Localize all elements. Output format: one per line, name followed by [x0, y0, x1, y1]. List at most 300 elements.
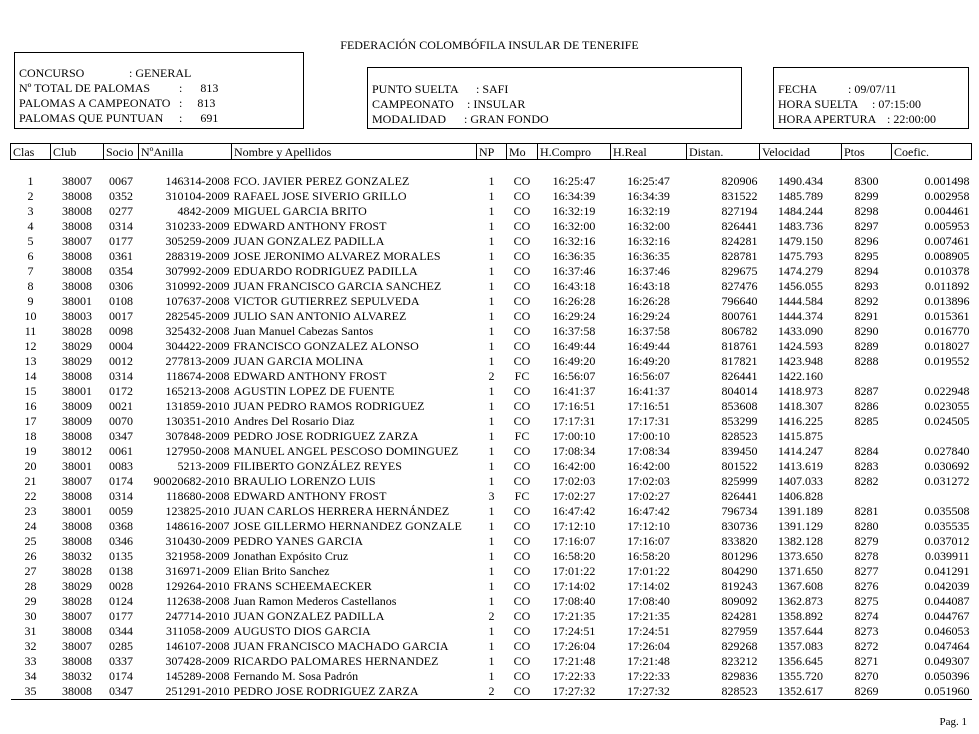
- cell-socio: 0061: [109, 444, 133, 458]
- cell-np: 3: [488, 489, 495, 503]
- cell-clas: 1: [27, 174, 34, 188]
- cell-ptos: 8295: [854, 249, 879, 263]
- cell-np: 2: [488, 609, 495, 623]
- cell-h-real: 16:41:37: [627, 384, 670, 398]
- cell-ptos: [842, 489, 892, 504]
- cell-mo: CO: [513, 459, 531, 473]
- box2-value: : GRAN FONDO: [464, 112, 549, 126]
- cell-ptos: 8297: [854, 219, 879, 233]
- cell-mo: CO: [513, 189, 531, 203]
- cell-anilla: 118680-2008: [165, 489, 230, 503]
- cell-clas: 5: [27, 234, 34, 248]
- cell-h-real: 17:22:33: [627, 669, 670, 683]
- cell-mo: CO: [513, 399, 531, 413]
- cell-socio: 0306: [109, 279, 133, 293]
- cell-h-compro: 16:29:24: [552, 309, 596, 323]
- cell-np: 1: [488, 474, 495, 488]
- cell-club: 38003: [62, 309, 92, 323]
- table-row: [11, 534, 972, 549]
- cell-velocidad: 1490.434: [778, 174, 823, 188]
- cell-h-real: 16:32:19: [627, 204, 670, 218]
- table-row: [11, 579, 972, 594]
- cell-ptos: [842, 369, 892, 384]
- cell-np: 1: [488, 354, 495, 368]
- cell-nombre: AUGUSTO DIOS GARCIA: [233, 624, 371, 638]
- cell-velocidad: 1416.225: [778, 414, 823, 428]
- cell-coefic: 0.050396: [924, 669, 970, 683]
- cell-nombre: FCO. JAVIER PEREZ GONZALEZ: [233, 174, 410, 188]
- table-row: [11, 519, 972, 534]
- cell-np: 1: [488, 504, 495, 518]
- cell-mo: CO: [513, 204, 531, 218]
- cell-ptos: 8271: [854, 654, 879, 668]
- cell-anilla: 129264-2010: [165, 579, 230, 593]
- header-coefic: Coefic.: [892, 144, 972, 160]
- box1-line: [19, 96, 303, 111]
- cell-ptos: 8294: [854, 264, 879, 278]
- cell-anilla: 316971-2009: [165, 564, 230, 578]
- cell-np: 1: [488, 309, 495, 323]
- header-h-compro: H.Compro: [538, 144, 611, 160]
- cell-ptos: 8282: [854, 474, 879, 488]
- cell-club: 38008: [62, 534, 92, 548]
- table-row: [11, 489, 972, 504]
- cell-ptos: 8290: [854, 324, 879, 338]
- cell-velocidad: 1433.090: [778, 324, 823, 338]
- cell-velocidad: 1413.619: [778, 459, 823, 473]
- cell-anilla: 146107-2008: [165, 639, 230, 653]
- cell-mo: CO: [513, 279, 531, 293]
- cell-coefic: 0.046053: [924, 624, 970, 638]
- cell-nombre: JUAN GARCIA MOLINA: [233, 354, 364, 368]
- cell-coefic: 0.041291: [924, 564, 970, 578]
- cell-mo: CO: [513, 444, 531, 458]
- cell-ptos: [842, 429, 892, 444]
- cell-velocidad: 1357.083: [778, 639, 823, 653]
- cell-clas: 10: [24, 309, 37, 323]
- cell-h-compro: 16:25:47: [552, 174, 596, 188]
- cell-clas: 21: [24, 474, 37, 488]
- cell-h-compro: 16:37:58: [552, 324, 596, 338]
- cell-coefic: 0.044767: [924, 609, 970, 623]
- cell-ptos: 8284: [854, 444, 879, 458]
- cell-nombre: Jonathan Expósito Cruz: [233, 549, 349, 563]
- cell-clas: 19: [24, 444, 37, 458]
- cell-coefic: 0.007461: [924, 234, 970, 248]
- cell-distan: 853299: [721, 414, 758, 428]
- cell-h-compro: 16:49:44: [552, 339, 596, 353]
- cell-distan: 828781: [721, 249, 758, 263]
- cell-club: 38001: [62, 459, 92, 473]
- cell-socio: 0347: [104, 684, 139, 700]
- box2-line: [372, 82, 741, 97]
- cell-coefic: 0.011892: [924, 279, 970, 293]
- cell-socio: 0174: [109, 669, 133, 683]
- cell-club: 38008: [62, 429, 92, 443]
- cell-h-real: 16:37:58: [627, 324, 670, 338]
- cell-clas: 33: [24, 654, 37, 668]
- cell-socio: 0028: [109, 579, 133, 593]
- cell-distan: 823212: [721, 654, 758, 668]
- cell-ptos: 8278: [854, 549, 879, 563]
- header-distan: Distan.: [687, 144, 760, 160]
- cell-socio: 0277: [109, 204, 133, 218]
- cell-velocidad: 1484.244: [778, 204, 823, 218]
- cell-h-real: 17:14:02: [627, 579, 670, 593]
- cell-socio: 0017: [109, 309, 133, 323]
- cell-mo: CO: [513, 414, 531, 428]
- cell-nombre: RICARDO PALOMARES HERNANDEZ: [233, 654, 439, 668]
- cell-np: 1: [488, 594, 495, 608]
- cell-velocidad: 1391.129: [778, 519, 823, 533]
- cell-h-compro: 17:26:04: [552, 639, 596, 653]
- cell-distan: 829268: [721, 639, 758, 653]
- cell-coefic: 0.023055: [924, 399, 970, 413]
- cell-np: 1: [488, 279, 495, 293]
- cell-h-compro: 17:01:22: [552, 564, 596, 578]
- box1-value: : 691: [179, 111, 219, 125]
- cell-velocidad: 1444.584: [778, 294, 823, 308]
- cell-h-real: 17:21:35: [627, 609, 670, 623]
- cell-club: 38007: [62, 639, 92, 653]
- cell-club: 38029: [62, 354, 92, 368]
- cell-np: 2: [488, 369, 495, 383]
- box2-line: [372, 112, 741, 127]
- cell-h-real: 16:58:20: [627, 549, 670, 563]
- cell-coefic: 0.015361: [924, 309, 970, 323]
- cell-h-compro: 17:12:10: [552, 519, 596, 533]
- cell-coefic: 0.037012: [924, 534, 970, 548]
- cell-clas: 12: [24, 339, 37, 353]
- cell-clas: 35: [11, 684, 51, 700]
- cell-club: 38008: [51, 684, 104, 700]
- cell-club: 38009: [62, 399, 92, 413]
- document-title: FEDERACIÓN COLOMBÓFILA INSULAR DE TENERIFE: [340, 38, 639, 52]
- cell-club: 38008: [62, 624, 92, 638]
- table-row: [11, 279, 972, 294]
- cell-clas: 28: [24, 579, 37, 593]
- cell-h-compro: 17:14:02: [552, 579, 596, 593]
- cell-velocidad: 1373.650: [778, 549, 823, 563]
- cell-socio: 0314: [109, 219, 133, 233]
- cell-ptos: 8273: [854, 624, 879, 638]
- cell-h-real: 17:24:51: [627, 624, 670, 638]
- cell-mo: CO: [513, 669, 531, 683]
- cell-coefic: 0.027840: [924, 444, 970, 458]
- cell-clas: 4: [27, 219, 34, 233]
- cell-nombre: EDWARD ANTHONY FROST: [233, 489, 387, 503]
- cell-socio: 0070: [109, 414, 133, 428]
- cell-coefic: 0.051960: [892, 684, 972, 700]
- cell-club: 38008: [62, 519, 92, 533]
- cell-club: 38028: [62, 564, 92, 578]
- header-nombre: Nombre y Apellidos: [232, 144, 477, 160]
- cell-velocidad: 1355.720: [778, 669, 823, 683]
- cell-socio: 0059: [109, 504, 133, 518]
- cell-mo: CO: [513, 219, 531, 233]
- cell-mo: FC: [514, 429, 530, 443]
- cell-nombre: EDWARD ANTHONY FROST: [233, 369, 387, 383]
- cell-clas: 23: [24, 504, 37, 518]
- cell-ptos: 8299: [854, 189, 879, 203]
- cell-nombre: Juan Ramon Mederos Castellanos: [233, 594, 397, 608]
- cell-mo: CO: [513, 579, 531, 593]
- cell-velocidad: 1358.892: [778, 609, 823, 623]
- cell-socio: 0067: [109, 174, 133, 188]
- cell-np: 1: [488, 294, 495, 308]
- table-row: [11, 564, 972, 579]
- cell-nombre: JUAN FRANCISCO MACHADO GARCIA: [233, 639, 449, 653]
- cell-h-real: 17:08:40: [627, 594, 670, 608]
- cell-anilla: 145289-2008: [165, 669, 230, 683]
- cell-clas: 29: [24, 594, 37, 608]
- cell-velocidad: 1424.593: [778, 339, 823, 353]
- cell-ptos: 8298: [854, 204, 879, 218]
- cell-coefic: [892, 369, 972, 384]
- header-np: NP: [477, 144, 507, 160]
- box3-line: [778, 97, 968, 112]
- cell-h-real: 16:49:20: [627, 354, 670, 368]
- cell-h-compro: 17:17:31: [552, 414, 596, 428]
- cell-velocidad: 1456.055: [778, 279, 823, 293]
- cell-np: 1: [488, 549, 495, 563]
- cell-np: 1: [488, 639, 495, 653]
- cell-nombre: PEDRO JOSE RODRIGUEZ ZARZA: [232, 684, 477, 700]
- cell-clas: 2: [27, 189, 34, 203]
- cell-np: 1: [488, 399, 495, 413]
- cell-distan: 826441: [721, 369, 758, 383]
- box1-label: CONCURSO: [19, 66, 85, 80]
- cell-clas: 14: [24, 369, 37, 383]
- cell-ptos: 8269: [842, 684, 892, 700]
- cell-h-real: 17:16:07: [627, 534, 670, 548]
- cell-clas: 31: [24, 624, 37, 638]
- header-velocidad: Velocidad: [760, 144, 842, 160]
- cell-h-compro: 17:21:35: [552, 609, 596, 623]
- cell-ptos: 8270: [854, 669, 879, 683]
- cell-anilla: 148616-2007: [165, 519, 230, 533]
- cell-h-compro: 17:00:10: [552, 429, 596, 443]
- cell-np: 1: [488, 669, 495, 683]
- cell-velocidad: 1407.033: [778, 474, 823, 488]
- box1-label: Nº TOTAL DE PALOMAS: [19, 81, 151, 95]
- cell-h-compro: 17:02:27: [552, 489, 596, 503]
- cell-velocidad: 1423.948: [778, 354, 823, 368]
- cell-mo: CO: [513, 174, 531, 188]
- cell-coefic: 0.035535: [924, 519, 970, 533]
- cell-ptos: 8280: [854, 519, 879, 533]
- table-row: [11, 354, 972, 369]
- cell-h-compro: 17:16:51: [552, 399, 596, 413]
- cell-socio: 0138: [109, 564, 133, 578]
- cell-ptos: 8300: [854, 174, 879, 188]
- box3-label: HORA APERTURA: [778, 112, 877, 126]
- cell-distan: 826441: [721, 219, 758, 233]
- cell-coefic: 0.042039: [924, 579, 970, 593]
- cell-np: 1: [488, 249, 495, 263]
- cell-club: 38008: [62, 264, 92, 278]
- cell-coefic: 0.031272: [924, 474, 970, 488]
- table-row: [11, 249, 972, 264]
- table-row: [11, 504, 972, 519]
- cell-distan: 827476: [721, 279, 758, 293]
- cell-coefic: 0.013896: [924, 294, 970, 308]
- cell-h-compro: 17:08:40: [552, 594, 596, 608]
- cell-clas: 34: [24, 669, 37, 683]
- cell-anilla: 146314-2008: [165, 174, 230, 188]
- cell-coefic: 0.039911: [924, 549, 970, 563]
- cell-mo: CO: [513, 294, 531, 308]
- cell-anilla: 247714-2010: [165, 609, 230, 623]
- cell-velocidad: 1485.789: [778, 189, 823, 203]
- box1-value: : 813: [179, 81, 219, 95]
- cell-anilla: 304422-2009: [165, 339, 230, 353]
- cell-socio: 0172: [109, 384, 133, 398]
- cell-mo: CO: [513, 594, 531, 608]
- cell-h-real: 17:16:51: [627, 399, 670, 413]
- cell-nombre: FRANCISCO GONZALEZ ALONSO: [233, 339, 419, 353]
- cell-nombre: RAFAEL JOSE SIVERIO GRILLO: [233, 189, 407, 203]
- cell-club: 38028: [62, 594, 92, 608]
- cell-socio: 0124: [109, 594, 133, 608]
- cell-anilla: 112638-2008: [165, 594, 230, 608]
- cell-ptos: 8279: [854, 534, 879, 548]
- cell-coefic: 0.022948: [924, 384, 970, 398]
- cell-nombre: Andres Del Rosario Diaz: [233, 414, 355, 428]
- cell-anilla: 118674-2008: [165, 369, 230, 383]
- cell-coefic: 0.047464: [924, 639, 970, 653]
- table-row: [11, 204, 972, 219]
- table-row: [11, 174, 972, 189]
- cell-h-compro: 17:08:34: [552, 444, 596, 458]
- cell-coefic: 0.010378: [924, 264, 970, 278]
- cell-clas: 26: [24, 549, 37, 563]
- cell-velocidad: 1474.279: [778, 264, 823, 278]
- cell-distan: 825999: [721, 474, 758, 488]
- table-row: [11, 264, 972, 279]
- header-club: Club: [51, 144, 104, 160]
- cell-club: 38001: [62, 504, 92, 518]
- box3-value: : 22:00:00: [887, 112, 937, 126]
- cell-club: 38028: [62, 324, 92, 338]
- table-row: [11, 624, 972, 639]
- cell-nombre: JUAN GONZALEZ PADILLA: [233, 234, 385, 248]
- cell-club: 38029: [62, 579, 92, 593]
- cell-mo: FC: [514, 489, 530, 503]
- table-row: [11, 324, 972, 339]
- cell-mo: CO: [507, 684, 538, 700]
- cell-nombre: FILIBERTO GONZÁLEZ REYES: [233, 459, 402, 473]
- cell-clas: 17: [24, 414, 37, 428]
- table-row: [11, 444, 972, 459]
- cell-mo: CO: [513, 339, 531, 353]
- cell-socio: 0177: [109, 609, 133, 623]
- cell-ptos: 8272: [854, 639, 879, 653]
- results-table: [10, 143, 972, 700]
- cell-nombre: FRANS SCHEEMAECKER: [233, 579, 372, 593]
- cell-distan: 806782: [721, 324, 758, 338]
- cell-socio: 0361: [109, 249, 133, 263]
- cell-velocidad: 1418.973: [778, 384, 823, 398]
- cell-socio: 0177: [109, 234, 133, 248]
- cell-mo: CO: [513, 639, 531, 653]
- cell-mo: CO: [513, 534, 531, 548]
- table-row: [11, 639, 972, 654]
- cell-mo: CO: [513, 504, 531, 518]
- cell-club: 38008: [62, 204, 92, 218]
- cell-h-compro: 16:32:00: [552, 219, 596, 233]
- table-row: [11, 474, 972, 489]
- cell-anilla: 310233-2009: [165, 219, 230, 233]
- cell-h-real: 17:26:04: [627, 639, 670, 653]
- cell-mo: CO: [513, 519, 531, 533]
- cell-mo: CO: [513, 654, 531, 668]
- cell-anilla: 123825-2010: [165, 504, 230, 518]
- cell-nombre: JULIO SAN ANTONIO ALVAREZ: [233, 309, 407, 323]
- cell-club: 38008: [62, 279, 92, 293]
- cell-np: 1: [488, 459, 495, 473]
- cell-anilla: 325432-2008: [165, 324, 230, 338]
- table-row: [11, 369, 972, 384]
- cell-socio: 0083: [109, 459, 133, 473]
- cell-np: 1: [488, 174, 495, 188]
- cell-club: 38012: [62, 444, 92, 458]
- cell-h-compro: 17:02:03: [552, 474, 596, 488]
- cell-h-compro: 16:37:46: [552, 264, 596, 278]
- cell-coefic: 0.024505: [924, 414, 970, 428]
- cell-nombre: EDUARDO RODRIGUEZ PADILLA: [233, 264, 418, 278]
- table-row: [11, 189, 972, 204]
- cell-ptos: 8292: [854, 294, 879, 308]
- cell-clas: 3: [27, 204, 34, 218]
- cell-distan: 820906: [721, 174, 758, 188]
- cell-nombre: MIGUEL GARCIA BRITO: [233, 204, 367, 218]
- cell-clas: 9: [27, 294, 34, 308]
- cell-h-compro: 16:32:19: [552, 204, 596, 218]
- cell-anilla: 165213-2008: [165, 384, 230, 398]
- cell-h-real: 17:27:32: [611, 684, 687, 700]
- cell-np: 2: [477, 684, 507, 700]
- cell-anilla: 321958-2009: [165, 549, 230, 563]
- table-row: [11, 684, 972, 700]
- cell-distan: 826441: [721, 489, 758, 503]
- cell-socio: 0344: [109, 624, 133, 638]
- cell-socio: 0012: [109, 354, 133, 368]
- cell-mo: CO: [513, 234, 531, 248]
- table-row: [11, 429, 972, 444]
- cell-h-real: 16:26:28: [627, 294, 670, 308]
- cell-distan: 801296: [721, 549, 758, 563]
- cell-h-real: 16:34:39: [627, 189, 670, 203]
- cell-anilla: 307992-2009: [165, 264, 230, 278]
- cell-club: 38007: [62, 474, 92, 488]
- cell-h-real: 16:32:16: [627, 234, 670, 248]
- cell-clas: 18: [24, 429, 37, 443]
- cell-socio: 0021: [109, 399, 133, 413]
- cell-anilla: 251291-2010: [139, 684, 232, 700]
- cell-clas: 8: [27, 279, 34, 293]
- cell-anilla: 277813-2009: [165, 354, 230, 368]
- cell-anilla: 4842-2009: [177, 204, 230, 218]
- cell-distan: 800761: [721, 309, 758, 323]
- cell-anilla: 305259-2009: [165, 234, 230, 248]
- cell-club: 38008: [62, 654, 92, 668]
- cell-club: 38032: [62, 669, 92, 683]
- cell-distan: 833820: [721, 534, 758, 548]
- cell-h-compro: 16:49:20: [552, 354, 596, 368]
- cell-np: 1: [488, 234, 495, 248]
- cell-socio: 0314: [109, 489, 133, 503]
